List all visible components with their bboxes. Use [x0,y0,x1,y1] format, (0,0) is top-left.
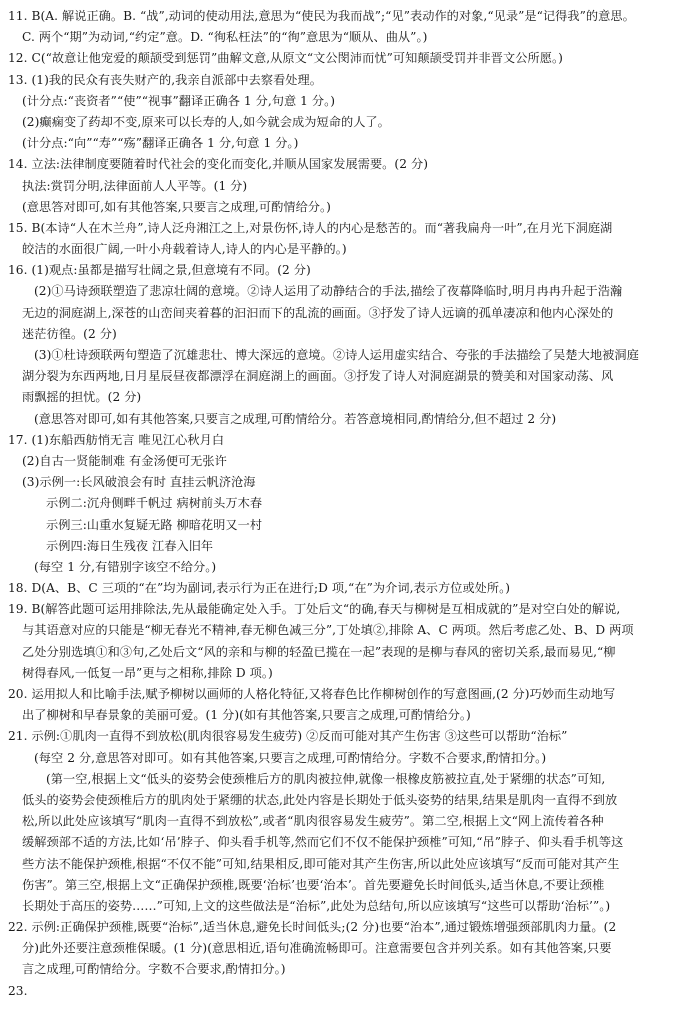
text-line: 湖分裂为东西两地,日月星辰昼夜都漂浮在洞庭湖上的画面。③抒发了诗人对洞庭湖景的赞美和对国家动荡、风 [22,369,614,384]
text-line: (2)自古一贤能制难 有金汤便可无张许 [22,453,227,468]
text-line: (计分点:“向”“寿”“殇”翻译正确各 1 分,句意 1 分。) [22,136,299,151]
text-line: 低头的姿势会使颈椎后方的肌肉处于紧绷的状态,此处内容是长期处于低头姿势的结果,结果是肌肉一直得不到放 [22,792,618,807]
text-line: 21. 示例:①肌肉一直得不到放松(肌肉很容易发生疲劳) ②反而可能对其产生伤害 ③这些可以帮助“治标” [8,729,568,744]
text-line: 雨飘摇的担忧。(2 分) [22,390,142,405]
text-line: (3)示例一:长风破浪会有时 直挂云帆济沧海 [22,475,256,490]
text-line: 示例二:沉舟侧畔千帆过 病树前头万木春 [46,496,263,511]
text-line: 分)此外还要注意颈椎保暖。(1 分)(意思相近,语句准确流畅即可。注意需要包含并列关系。如有其他答案,只要 [22,941,612,956]
text-line: 乙处分别选填①和③句,乙处后文“风的亲和与柳的轻盈已揽在一起”表现的是柳与春风的密切关系,最而易见,“柳 [22,644,616,659]
text-line: 12. C(“故意让他宠爱的颠颉受到惩罚”曲解文意,从原文“文公閔沛而忧”可知颠颉受罚并非晋文公所愿。) [8,51,563,66]
text-line: (2)①马诗颈联塑造了悲凉壮阔的意境。②诗人运用了动静结合的手法,描绘了夜幕降临时,明月冉冉升起于浩瀚 [34,284,623,299]
text-line: 17. (1)东船西舫悄无言 唯见江心秋月白 [8,432,225,447]
text-line: 18. D(A、B、C 三项的“在”均为副词,表示行为正在进行;D 项,“在”为介词,表示方位或处所。) [8,581,511,596]
text-line: 松,所以此处应该填写“肌肉一直得不到放松”,或者“肌肉很容易发生疲劳”。第二空,根据上文“网上流传着各种 [22,814,604,829]
text-line: 无边的洞庭湖上,深苍的山峦间夹着暮的汩汩而下的乱流的画面。③抒发了诗人远谪的孤单凄凉和他内心深处的 [22,305,614,320]
text-line: 迷茫彷徨。(2 分) [22,326,117,341]
text-line: (每空 1 分,有错别字该空不给分。) [34,559,217,574]
text-line: (第一空,根据上文“低头的姿势会使颈椎后方的肌肉被拉伸,就像一根橡皮筋被拉直,处于紧绷的状态”可知, [46,771,606,786]
text-line: 20. 运用拟人和比喻手法,赋予柳树以画师的人格化特征,又将春色比作柳树创作的写意图画,(2 分)巧妙而生动地写 [8,687,616,701]
text-line: 与其语意对应的只能是“柳无春光不精神,春无柳色减三分”,丁处填②,排除 A、C 两项。然后考虑乙处、B、D 两项 [22,623,634,638]
text-line: (意思答对即可,如有其他答案,只要言之成理,可酌情给分。若答意境相同,酌情给分,但不超过 2 分) [34,411,557,426]
text-line: 13. (1)我的民众有丧失财产的,我亲自派部中去察看处理。 [8,72,323,87]
text-line: 14. 立法:法律制度要随着时代社会的变化而变化,并顺从国家发展需要。(2 分) [8,157,428,172]
text-line: 示例三:山重水复疑无路 柳暗花明又一村 [46,517,263,532]
text-line: 15. B(本诗“人在木兰舟”,诗人泛舟湘江之上,对景伤怀,诗人的内心是愁苦的。而“著我扁舟一叶”,在月光下洞庭湖 [8,220,613,235]
text-line: 19. B(解答此题可运用排除法,先从最能确定处入手。丁处后文“的确,春天与柳树是互相成就的”是对空白处的解说, [8,602,621,617]
text-line: 树得春风,一低复一昂”更与之相称,排除 D 项。) [22,665,273,680]
text-line: 执法:赏罚分明,法律面前人人平等。(1 分) [22,178,248,193]
text-line: (计分点:“丧资者”“使”“视事”翻译正确各 1 分,句意 1 分。) [22,93,336,108]
text-line: 长期处于高压的姿势……”可知,上文的这些做法是“治标”,此处为总结句,所以应该填写“这些可以帮助‘治标’”。) [22,898,611,913]
text-line: 22. 示例:正确保护颈椎,既要“治标”,适当休息,避免长时间低头;(2 分)也要“治本”,通过锻炼增强颈部肌肉力量。(2 [8,920,617,935]
text-line: 些方法不能保护颈椎,根据“不仅不能”可知,结果相反,即可能对其产生伤害,所以此处应该填写“反而可能对其产生 [22,856,620,871]
text-line: 16. (1)观点:虽都是描写壮阔之景,但意境有不同。(2 分) [8,263,311,278]
text-line: 示例四:海日生残夜 江春入旧年 [46,538,214,553]
text-line: 皎洁的水面很广阔,一叶小舟载着诗人,诗人的内心是平静的。) [22,242,347,257]
text-line: (每空 2 分,意思答对即可。如有其他答案,只要言之成理,可酌情给分。字数不合要求,酌情扣分。) [34,750,547,765]
text-line: (意思答对即可,如有其他答案,只要言之成理,可酌情给分。) [22,199,331,214]
text-line: C. 两个“期”为动词,“约定”意。D. “徇私枉法”的“徇”意思为“顺从、曲从”。) [22,30,428,45]
text-line: (2)癫痫变了药却不变,原来可以长寿的人,如今就会成为短命的人了。 [22,114,390,129]
text-line: 出了柳树和早春景象的美丽可爱。(1 分)(如有其他答案,只要言之成理,可酌情给分。) [22,708,471,723]
text-line: 23. [8,983,28,998]
text-line: 言之成理,可酌情给分。字数不合要求,酌情扣分。) [22,962,286,977]
text-line: (3)①杜诗颈联两句塑造了沉雄悲壮、博大深远的意境。②诗人运用虚实结合、夸张的手法描绘了吴楚大地被洞庭 [34,348,639,362]
text-line: 伤害”。第三空,根据上文“正确保护颈椎,既要‘治标’也要‘治本’。首先要避免长时间低头,适当休息,不要让颈椎 [22,877,605,892]
text-line: 11. B(A. 解说正确。B. “战”,动词的使动用法,意思为“使民为我而战”;“见”表动作的对象,“见录”是“记得我”的意思。 [8,9,635,23]
text-line: 缓解颈部不适的方法,比如‘吊’脖子、仰头看手机等,然而它们不仅不能保护颈椎”可知,“吊”脖子、仰头看手机等这 [22,835,624,850]
